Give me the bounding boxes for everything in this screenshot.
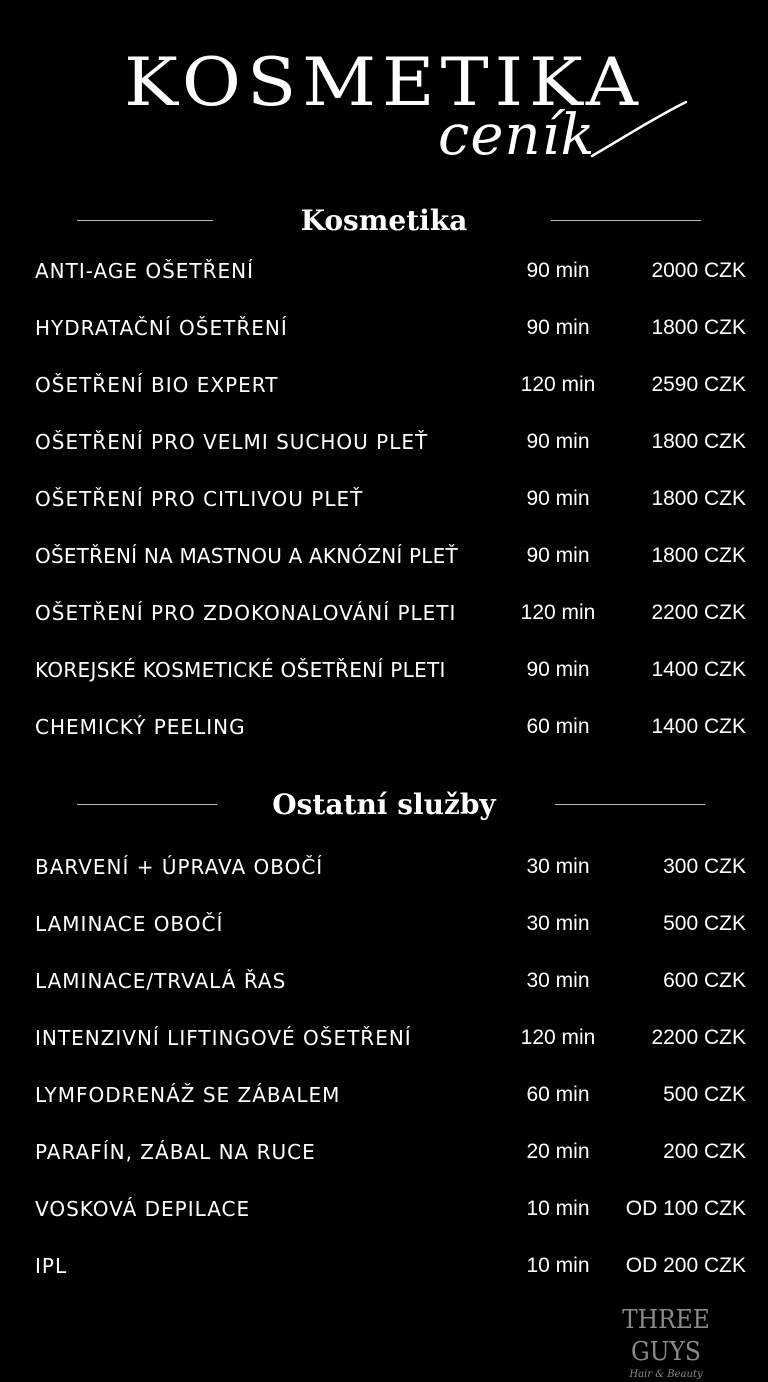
- price-row: [0, 1080, 768, 1137]
- service-name: HYDRATAČNÍ OŠETŘENÍ: [35, 316, 288, 340]
- page-title: KOSMETIKA: [124, 43, 644, 121]
- service-duration: 90 min: [526, 259, 590, 282]
- service-duration: 30 min: [526, 912, 590, 935]
- service-price: 500 CZK: [663, 1083, 746, 1106]
- service-price: 1400 CZK: [651, 658, 746, 681]
- service-name: LAMINACE/TRVALÁ ŘAS: [35, 969, 287, 993]
- brand-tagline: Hair & Beauty: [629, 1369, 703, 1380]
- service-duration: 90 min: [526, 487, 590, 510]
- section-header-ostatni-sluzby: [0, 785, 768, 825]
- service-name: LYMFODRENÁŽ SE ZÁBALEM: [35, 1083, 341, 1107]
- price-row: [0, 1137, 768, 1194]
- service-name: OŠETŘENÍ NA MASTNOU A AKNÓZNÍ PLEŤ: [35, 544, 458, 568]
- price-row: [0, 427, 768, 484]
- service-duration: 20 min: [526, 1140, 590, 1163]
- service-price: 2000 CZK: [651, 259, 746, 282]
- price-row: [0, 1023, 768, 1080]
- service-price: 2200 CZK: [651, 601, 746, 624]
- service-name: OŠETŘENÍ PRO ZDOKONALOVÁNÍ PLETI: [35, 601, 457, 625]
- service-name: OŠETŘENÍ PRO VELMI SUCHOU PLEŤ: [35, 430, 429, 454]
- section-title: Kosmetika: [300, 204, 468, 237]
- service-name: CHEMICKÝ PEELING: [35, 715, 246, 739]
- service-duration: 30 min: [526, 969, 590, 992]
- service-price: OD 100 CZK: [625, 1197, 746, 1220]
- service-duration: 90 min: [526, 544, 590, 567]
- service-price: 1400 CZK: [651, 715, 746, 738]
- service-price: 1800 CZK: [651, 487, 746, 510]
- price-row: [0, 655, 768, 712]
- service-duration: 120 min: [520, 601, 596, 624]
- service-name: PARAFÍN, ZÁBAL NA RUCE: [35, 1140, 316, 1164]
- section-rule-right: [551, 220, 701, 221]
- price-row: [0, 370, 768, 427]
- service-duration: 90 min: [526, 430, 590, 453]
- service-duration: 10 min: [526, 1197, 590, 1220]
- section-header-kosmetika: [0, 201, 768, 241]
- price-row: [0, 598, 768, 655]
- price-row: [0, 712, 768, 769]
- price-row: [0, 1194, 768, 1251]
- service-price: 2200 CZK: [651, 1026, 746, 1049]
- price-row: [0, 966, 768, 1023]
- service-name: IPL: [35, 1254, 68, 1278]
- service-duration: 60 min: [526, 1083, 590, 1106]
- service-price: 600 CZK: [663, 969, 746, 992]
- service-duration: 120 min: [520, 373, 596, 396]
- brand-name: THREE GUYS: [622, 1305, 710, 1367]
- page-subtitle: ceník: [438, 103, 596, 168]
- title-swash-decoration: [590, 100, 690, 160]
- service-name: OŠETŘENÍ PRO CITLIVOU PLEŤ: [35, 487, 364, 511]
- price-row: [0, 909, 768, 966]
- price-row: [0, 541, 768, 598]
- service-price: 1800 CZK: [651, 544, 746, 567]
- price-row: [0, 256, 768, 313]
- service-name: OŠETŘENÍ BIO EXPERT: [35, 373, 279, 397]
- service-price: 1800 CZK: [651, 430, 746, 453]
- service-name: KOREJSKÉ KOSMETICKÉ OŠETŘENÍ PLETI: [35, 658, 446, 682]
- section-title: Ostatní služby: [272, 788, 496, 821]
- service-price: 1800 CZK: [651, 316, 746, 339]
- price-row: [0, 484, 768, 541]
- price-row: [0, 313, 768, 370]
- service-duration: 30 min: [526, 855, 590, 878]
- price-row: [0, 852, 768, 909]
- service-name: LAMINACE OBOČÍ: [35, 912, 224, 936]
- service-name: VOSKOVÁ DEPILACE: [35, 1197, 251, 1221]
- service-name: ANTI-AGE OŠETŘENÍ: [35, 259, 255, 283]
- page-header: [0, 42, 768, 172]
- service-duration: 10 min: [526, 1254, 590, 1277]
- service-price: 2590 CZK: [651, 373, 746, 396]
- price-list-ostatni-sluzby: [0, 852, 768, 1308]
- service-name: INTENZIVNÍ LIFTINGOVÉ OŠETŘENÍ: [35, 1026, 412, 1050]
- service-duration: 120 min: [520, 1026, 596, 1049]
- service-price: 200 CZK: [663, 1140, 746, 1163]
- service-price: OD 200 CZK: [625, 1254, 746, 1277]
- section-rule-right: [555, 804, 705, 805]
- service-duration: 60 min: [526, 715, 590, 738]
- service-duration: 90 min: [526, 316, 590, 339]
- service-name: BARVENÍ + ÚPRAVA OBOČÍ: [35, 855, 324, 879]
- service-price: 500 CZK: [663, 912, 746, 935]
- service-duration: 90 min: [526, 658, 590, 681]
- price-row: [0, 1251, 768, 1308]
- service-price: 300 CZK: [663, 855, 746, 878]
- brand-logo: [580, 1304, 752, 1382]
- price-list-kosmetika: [0, 256, 768, 769]
